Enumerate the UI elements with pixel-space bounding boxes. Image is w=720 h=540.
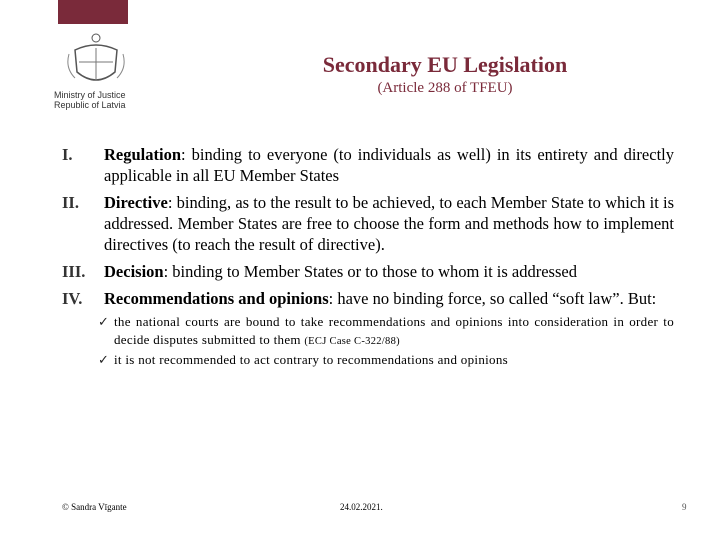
- item-number: III.: [62, 262, 86, 281]
- slide-subtitle: (Article 288 of TFEU): [377, 80, 513, 96]
- item-number: II.: [62, 193, 79, 212]
- list-item: [62, 144, 674, 186]
- item-term: Recommendations and opinions: [104, 289, 329, 308]
- item-term: Decision: [104, 262, 164, 281]
- logo-line-1: Ministry of Justice: [54, 90, 126, 100]
- list-item: [62, 261, 674, 282]
- checkmark-icon: ✓: [98, 314, 110, 329]
- item-desc: : binding to Member States or to those to whom it is addressed: [163, 262, 577, 281]
- item-term: Regulation: [104, 145, 182, 164]
- coat-of-arms-icon: [65, 32, 127, 90]
- logo-line-2: Republic of Latvia: [54, 100, 126, 110]
- list-item: [62, 288, 674, 309]
- sub-item-note: (ECJ Case C-322/88): [304, 336, 400, 347]
- item-desc: : have no binding force, so called “soft law”. But:: [328, 289, 657, 308]
- item-number: I.: [62, 145, 73, 164]
- sub-list: [98, 313, 674, 369]
- ministry-logo: [46, 32, 146, 124]
- checkmark-icon: ✓: [98, 352, 110, 367]
- item-desc: : binding to everyone (to individuals as well) in its entirety and directly applicable in all EU Member States: [104, 145, 674, 185]
- item-number: IV.: [62, 289, 83, 308]
- page-number: 9: [682, 502, 687, 512]
- item-term: Directive: [104, 193, 168, 212]
- footer-author: © Sandra Vīgante: [62, 502, 127, 512]
- list-item: [62, 192, 674, 255]
- top-accent-bar: [58, 0, 128, 24]
- item-desc: : binding, as to the result to be achieved, to each Member State to which it is addressed. Member States are free to choose the form and methods how to implement directives (to reach the result of directive).: [104, 193, 674, 254]
- content-list: [62, 144, 674, 369]
- slide-title: Secondary EU Legislation: [322, 52, 568, 77]
- footer-date: 24.02.2021.: [340, 502, 383, 512]
- sub-item-text: it is not recommended to act contrary to recommendations and opinions: [114, 352, 508, 367]
- sub-item: [98, 313, 674, 351]
- sub-item: [98, 351, 674, 369]
- sub-item-text: the national courts are bound to take recommendations and opinions into consideration in order to decide disputes submitted to them: [114, 314, 674, 347]
